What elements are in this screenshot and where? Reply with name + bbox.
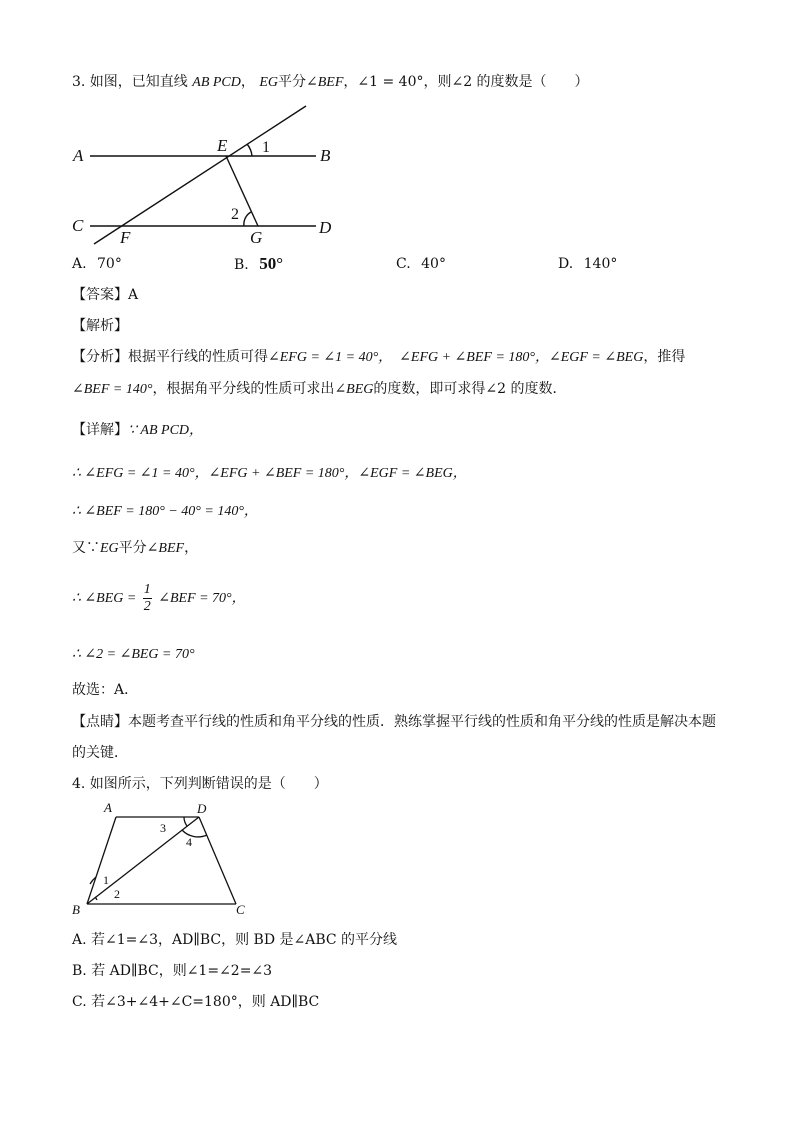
detail-text: 又∵ [72,540,100,556]
transversal-ef [94,106,306,244]
analysis-tag: 【分析】 [72,349,128,365]
detail-formula: ∠BEF = 70°， [158,591,246,606]
fraction-one-half [143,582,152,615]
analysis-text: 的度数，即可求得∠2 的度数． [373,381,567,397]
analysis-text: ，根据角平分线的性质可求出 [152,381,335,397]
label-b: B [72,902,80,917]
detail-line-6 [72,644,195,665]
side-dc [199,817,236,904]
side-ab [87,817,116,904]
jiexi-heading: 【解析】 [72,318,128,334]
label-e: E [217,136,228,155]
detail-line-5 [72,580,246,617]
detail-formula: ∵ AB PCD， [128,423,204,438]
label-angle-3: 3 [160,821,166,835]
label-angle-2: 2 [114,887,120,901]
q3-parallel-expr: AB PCD [192,75,241,90]
detail-formula: EG [100,541,119,556]
q3-figure [66,100,356,250]
comment-text: 本题考查平行线的性质和角平分线的性质．熟练掌握平行线的性质和角平分线的性质是解决本题 [128,714,716,730]
label-g: G [250,228,263,247]
label-d: D [197,801,207,816]
option-letter: B. [234,257,249,273]
choose-line: 故选：A． [72,682,139,698]
label-angle-1: 1 [103,873,109,887]
detail-text: ， [184,540,199,556]
q3-option-b [234,254,283,275]
detail-tag: 【详解】 [72,422,128,438]
label-angle-2: 2 [231,206,239,223]
q4-stem: 4. 如图所示，下列判断错误的是（ ） [72,776,328,792]
option-value: 40° [421,256,446,272]
detail-formula: ∠BEF [146,541,185,556]
label-angle-1: 1 [262,139,270,156]
detail-formula: ∴ ∠BEF = 180° − 40° = 140°， [72,504,258,519]
q3-stem-comma: ， [240,74,255,90]
detail-formula: ∴ ∠BEG = [72,591,137,606]
option-value: 50° [259,254,284,273]
answer-tag: 【答案】 [72,287,128,303]
option-letter: D. [558,256,574,272]
option-letter: C. [396,256,411,272]
label-c: C [236,902,245,917]
answer-value: A [128,287,139,303]
label-b: B [320,146,331,165]
q4-figure [66,800,256,922]
label-c: C [72,216,84,235]
detail-line-1 [72,420,203,441]
option-value: 70° [97,256,122,272]
q4-option-b: B. 若 AD∥BC，则∠1=∠2=∠3 [72,963,273,979]
label-a: A [104,800,112,815]
q4-option-a: A. 若∠1=∠3，AD∥BC，则 BD 是∠ABC 的平分线 [72,932,398,948]
analysis-line-2 [72,379,566,400]
option-value: 140° [583,256,618,272]
answer-line [72,285,138,305]
detail-text: 平分 [118,540,147,556]
analysis-text: ，推得 [643,349,686,365]
comment-line-2: 的关键． [72,745,128,761]
analysis-text: 根据平行线的性质可得 [128,349,268,365]
angle-2-arc [244,212,251,226]
comment-tag: 【点睛】 [72,714,128,730]
comment-line-1 [72,712,716,732]
q3-angle-bef: ∠BEF [306,75,344,90]
analysis-formula: ∠BEG [334,382,374,397]
detail-formula: ∴ ∠EFG = ∠1 = 40°，∠EFG + ∠BEF = 180°，∠EGF = ∠BEG， [72,466,467,481]
detail-formula: ∴ ∠2 = ∠BEG = 70° [72,647,195,662]
q3-bisect-word: 平分 [278,74,306,90]
fraction-denominator: 2 [143,598,151,614]
analysis-line-1 [72,347,685,368]
q3-option-a [72,254,122,274]
label-d: D [319,218,332,237]
label-angle-4: 4 [186,835,192,849]
q3-eg: EG [259,75,278,90]
detail-line-2 [72,463,467,484]
detail-line-3 [72,501,258,522]
fraction-numerator: 1 [143,581,151,597]
q3-stem [72,72,589,93]
q3-option-c [396,254,446,274]
detail-line-4 [72,538,198,559]
option-letter: A. [72,256,87,272]
q3-stem-question: ，∠1 = 40°，则∠2 的度数是（ ） [343,74,589,90]
angle-1-arc [247,144,252,156]
angle-d-arc-3 [184,817,187,826]
analysis-formula: ∠EFG = ∠1 = 40°， ∠EFG + ∠BEF = 180°，∠EGF = ∠BEG [268,350,644,365]
analysis-formula: ∠BEF = 140° [72,382,153,397]
angle-b-arc-2 [95,897,97,900]
label-f: F [120,228,131,247]
q4-option-c: C. 若∠3+∠4+∠C=180°，则 AD∥BC [72,994,320,1010]
q3-option-d [558,254,617,274]
q3-stem-text: 3. 如图，已知直线 [72,74,188,90]
label-a: A [73,146,84,165]
